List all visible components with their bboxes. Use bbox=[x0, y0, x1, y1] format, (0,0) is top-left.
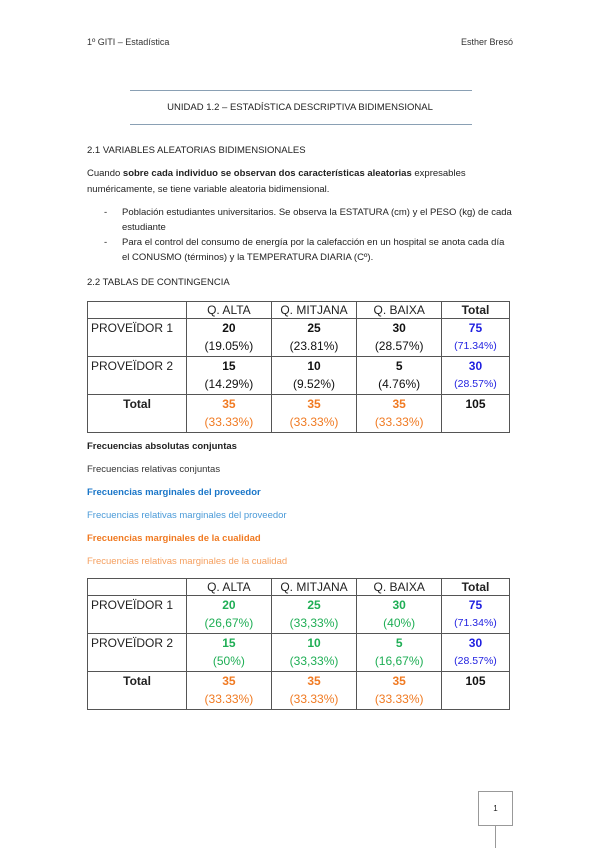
cell-frequency: 30 bbox=[392, 598, 406, 612]
contingency-table-2 bbox=[87, 578, 510, 710]
column-header: Total bbox=[441, 302, 509, 319]
cell-percentage: (19.05%) bbox=[204, 339, 254, 353]
section-heading-2-1: 2.1 VARIABLES ALEATORIAS BIDIMENSIONALES bbox=[87, 145, 306, 156]
table-cell bbox=[187, 357, 272, 395]
table-cell bbox=[441, 319, 509, 357]
cell-frequency: 15 bbox=[222, 359, 236, 373]
table-cell bbox=[357, 672, 442, 710]
bullet-item bbox=[104, 205, 514, 235]
table-cell bbox=[187, 672, 272, 710]
cell-percentage: (28.57%) bbox=[374, 339, 424, 353]
page-number-line bbox=[495, 825, 496, 848]
table-cell bbox=[357, 634, 442, 672]
table-cell bbox=[271, 357, 357, 395]
table-cell bbox=[357, 395, 442, 433]
cell-frequency: 25 bbox=[307, 321, 321, 335]
column-header: Q. MITJANA bbox=[271, 302, 357, 319]
row-label bbox=[88, 634, 187, 672]
legend-item: Frecuencias marginales del proveedor bbox=[87, 487, 261, 498]
row-label-text: PROVEÏDOR 1 bbox=[91, 321, 174, 335]
para-text: expresables numéricamente, se tiene variable aleatoria bidimensional. bbox=[87, 168, 466, 195]
table-row bbox=[88, 634, 510, 672]
cell-frequency: 25 bbox=[307, 598, 321, 612]
row-label bbox=[88, 319, 187, 357]
bullet-text: Población estudiantes universitarios. Se observa la ESTATURA (cm) y el PESO (kg) de cada estudiante bbox=[122, 207, 512, 233]
cell-percentage: (33.33%) bbox=[374, 692, 424, 706]
row-label bbox=[88, 395, 187, 433]
table-cell bbox=[187, 395, 272, 433]
header-course: 1º GITI – Estadística bbox=[87, 37, 170, 47]
cell-percentage: (9.52%) bbox=[293, 377, 336, 391]
table-cell bbox=[271, 634, 357, 672]
cell-percentage: (33.33%) bbox=[204, 692, 254, 706]
table-cell bbox=[357, 357, 442, 395]
column-header: Q. ALTA bbox=[187, 579, 272, 596]
title-rule-bottom bbox=[130, 124, 472, 125]
document-title: UNIDAD 1.2 – ESTADÍSTICA DESCRIPTIVA BIDIMENSIONAL bbox=[167, 102, 433, 113]
cell-percentage: (14.29%) bbox=[204, 377, 254, 391]
cell-frequency: 105 bbox=[465, 674, 486, 688]
table-cell bbox=[271, 395, 357, 433]
table-row bbox=[88, 395, 510, 433]
table-cell bbox=[441, 634, 509, 672]
row-label-text: Total bbox=[123, 674, 151, 688]
column-header: Q. MITJANA bbox=[271, 579, 357, 596]
cell-percentage: (33,33%) bbox=[289, 654, 339, 668]
column-header: Q. BAIXA bbox=[357, 302, 442, 319]
cell-percentage: (16,67%) bbox=[374, 654, 424, 668]
bullet-marker: - bbox=[104, 237, 108, 248]
cell-percentage bbox=[442, 413, 509, 432]
cell-frequency: 10 bbox=[307, 359, 321, 373]
table-cell bbox=[271, 319, 357, 357]
cell-frequency: 30 bbox=[468, 636, 483, 650]
table-row bbox=[88, 596, 510, 634]
table-cell bbox=[441, 395, 509, 433]
row-label bbox=[88, 357, 187, 395]
column-header: Q. BAIXA bbox=[357, 579, 442, 596]
header-author: Esther Bresó bbox=[460, 37, 513, 47]
cell-percentage: (33.33%) bbox=[374, 415, 424, 429]
contingency-table-1 bbox=[87, 301, 510, 433]
cell-frequency: 35 bbox=[392, 674, 406, 688]
table-cell bbox=[357, 596, 442, 634]
row-label-text: PROVEÏDOR 2 bbox=[91, 636, 174, 650]
cell-frequency: 75 bbox=[468, 598, 483, 612]
cell-percentage: (33,33%) bbox=[289, 616, 339, 630]
section-heading-2-2: 2.2 TABLAS DE CONTINGENCIA bbox=[87, 277, 230, 288]
column-header: Total bbox=[441, 579, 509, 596]
column-header bbox=[88, 302, 187, 319]
cell-frequency: 75 bbox=[468, 321, 483, 335]
cell-frequency: 30 bbox=[468, 359, 483, 373]
cell-percentage bbox=[442, 690, 509, 709]
cell-percentage: (50%) bbox=[212, 654, 245, 668]
table-cell bbox=[271, 596, 357, 634]
table-header-row bbox=[88, 302, 510, 319]
para-text: Cuando bbox=[87, 168, 123, 179]
table-row bbox=[88, 357, 510, 395]
cell-percentage: (33.33%) bbox=[204, 415, 254, 429]
cell-percentage: (28.57%) bbox=[454, 655, 497, 667]
cell-frequency: 20 bbox=[222, 321, 236, 335]
cell-frequency: 35 bbox=[392, 397, 406, 411]
bullet-text: Para el control del consumo de energía por la calefacción en un hospital se anota cada día el CONUSMO (términos) y la TEMPERATURA DIARIA (Cº). bbox=[122, 237, 505, 263]
cell-percentage: (33.33%) bbox=[289, 415, 339, 429]
row-label bbox=[88, 672, 187, 710]
cell-frequency: 105 bbox=[465, 397, 486, 411]
table-cell bbox=[357, 319, 442, 357]
cell-percentage: (33.33%) bbox=[289, 692, 339, 706]
row-label-text: Total bbox=[123, 397, 151, 411]
column-header bbox=[88, 579, 187, 596]
page-number: 1 bbox=[478, 791, 513, 826]
cell-frequency: 35 bbox=[307, 397, 321, 411]
para-bold: sobre cada individuo se observan dos características aleatorias bbox=[122, 168, 412, 179]
row-label-text: PROVEÏDOR 2 bbox=[91, 359, 174, 373]
legend-item: Frecuencias marginales de la cualidad bbox=[87, 533, 261, 544]
cell-frequency: 35 bbox=[222, 397, 236, 411]
cell-frequency: 30 bbox=[392, 321, 406, 335]
cell-frequency: 5 bbox=[395, 359, 403, 373]
cell-percentage: (71.34%) bbox=[454, 617, 497, 629]
legend-item: Frecuencias relativas marginales del proveedor bbox=[87, 510, 287, 521]
legend-item: Frecuencias relativas conjuntas bbox=[87, 464, 221, 475]
table-cell bbox=[187, 596, 272, 634]
cell-frequency: 5 bbox=[395, 636, 403, 650]
cell-percentage: (28.57%) bbox=[454, 378, 497, 390]
cell-percentage: (26,67%) bbox=[204, 616, 254, 630]
table-header-row bbox=[88, 579, 510, 596]
cell-frequency: 20 bbox=[222, 598, 236, 612]
cell-percentage: (23.81%) bbox=[289, 339, 339, 353]
cell-frequency: 35 bbox=[307, 674, 321, 688]
table-row bbox=[88, 672, 510, 710]
bullet-item bbox=[104, 235, 514, 265]
table-cell bbox=[441, 357, 509, 395]
table-cell bbox=[441, 596, 509, 634]
column-header: Q. ALTA bbox=[187, 302, 272, 319]
row-label bbox=[88, 596, 187, 634]
cell-frequency: 10 bbox=[307, 636, 321, 650]
table-cell bbox=[187, 634, 272, 672]
cell-frequency: 35 bbox=[222, 674, 236, 688]
cell-percentage: (40%) bbox=[383, 616, 416, 630]
table-cell bbox=[187, 319, 272, 357]
title-rule-top bbox=[130, 90, 472, 91]
cell-percentage: (4.76%) bbox=[378, 377, 421, 391]
legend-item: Frecuencias relativas marginales de la cualidad bbox=[87, 556, 288, 567]
cell-frequency: 15 bbox=[222, 636, 236, 650]
table-cell bbox=[271, 672, 357, 710]
definition-paragraph bbox=[87, 166, 517, 198]
legend-item: Frecuencias absolutas conjuntas bbox=[87, 441, 237, 452]
row-label-text: PROVEÏDOR 1 bbox=[91, 598, 174, 612]
bullet-marker: - bbox=[104, 207, 108, 218]
table-row bbox=[88, 319, 510, 357]
table-cell bbox=[441, 672, 509, 710]
cell-percentage: (71.34%) bbox=[454, 340, 497, 352]
